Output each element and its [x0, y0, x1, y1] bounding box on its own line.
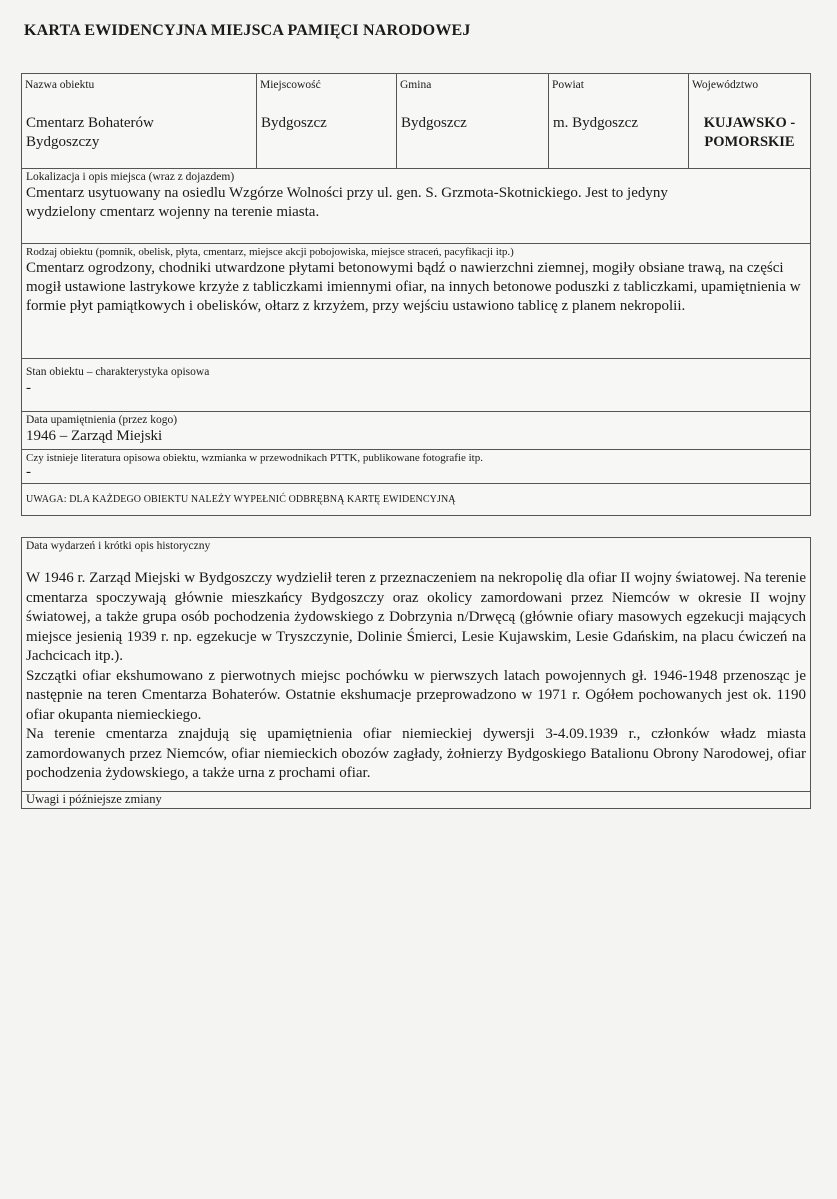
wojewodztwo-label: Województwo [692, 79, 759, 91]
uwaga-text: UWAGA: DLA KAŻDEGO OBIEKTU NALEŻY WYPEŁNIĆ ODBRĘBNĄ KARTĘ EWIDENCYJNĄ [26, 494, 456, 505]
stan-text: - [26, 380, 31, 396]
historia-text [26, 569, 806, 784]
miejscowosc-value: Bydgoszcz [261, 115, 327, 131]
historia-section [21, 537, 811, 792]
powiat-value: m. Bydgoszcz [553, 115, 638, 131]
data-upamietnienia-label: Data upamiętnienia (przez kogo) [26, 414, 178, 426]
literatura-section [21, 449, 811, 484]
wojewodztwo-cell [689, 74, 810, 168]
stan-label: Stan obiektu – charakterystyka opisowa [26, 366, 210, 378]
gmina-cell [397, 74, 549, 168]
stan-section [21, 358, 811, 412]
miejscowosc-cell [257, 74, 397, 168]
gmina-label: Gmina [400, 79, 432, 91]
historia-paragraph: Na terenie cmentarza znajdują się upamiętnienia ofiar niemieckiej dywersji 3-4.09.1939 r., członków władz miasta zamordowanych przez Niemców, ofiar niemieckich obozów zagłady, żołnierzy Bydgoskiego Batalionu Obrony Narodowej, ofiar pochodzenia żydowskiego, a także urna z prochami ofiar. [26, 726, 806, 781]
gmina-value: Bydgoszcz [401, 115, 467, 131]
lokalizacja-text: Cmentarz usytuowany na osiedlu Wzgórze Wolności przy ul. gen. S. Grzmota-Skotnickiego. Jest to jedyny wydzielony cmentarz wojenny na terenie miasta. [26, 185, 668, 220]
header-grid [21, 73, 811, 169]
data-upamietnienia-section [21, 411, 811, 450]
literatura-label: Czy istnieje literatura opisowa obiektu, wzmianka w przewodnikach PTTK, publikowane fotografie itp. [26, 452, 483, 464]
page-title: KARTA EWIDENCYJNA MIEJSCA PAMIĘCI NARODOWEJ [24, 22, 471, 39]
uwagi-section [21, 791, 811, 809]
rodzaj-text: Cmentarz ogrodzony, chodniki utwardzone płytami betonowymi bądź o nawierzchni ziemnej, mogiły obsiane trawą, na części mogił ustawione lastrykowe krzyże z tabliczkami imiennymi ofiar, na innych betonowe poduszki z tabliczkami, upamiętnienia w formie płyt pamiątkowych i obelisków, ołtarz z krzyżem, przy wejściu ustawiono tablicę z planem nekropolii. [26, 260, 801, 314]
nazwa-label: Nazwa obiektu [25, 79, 95, 91]
wojewodztwo-value: KUJAWSKO - POMORSKIE [703, 115, 796, 150]
data-upamietnienia-text: 1946 – Zarząd Miejski [26, 428, 163, 444]
powiat-label: Powiat [552, 79, 584, 91]
historia-paragraph: W 1946 r. Zarząd Miejski w Bydgoszczy wydzielił teren z przeznaczeniem na nekropolię dla ofiar II wojny światowej. Na terenie cmentarza spoczywają głównie mieszkańcy Bydgoszczy oraz okolicy zamordowani przez Niemców w okresie II wojny światowej, a także grupa osób pochodzenia żydowskiego z Dobrzynia n/Drwęcą (głównie ofiary masowych egzekucji mających miejsce jesienią 1939 r. np. egzekucje w Tryszczynie, Dolinie Śmierci, Lesie Kujawskim, Lesie Gdańskim, na placu ćwiczeń na Jachcicach itp.). [26, 570, 806, 664]
uwaga-section [21, 483, 811, 516]
rodzaj-section [21, 243, 811, 359]
rodzaj-label: Rodzaj obiektu (pomnik, obelisk, płyta, cmentarz, miejsce akcji pobojowiska, miejsce straceń, pacyfikacji itp.) [26, 246, 514, 258]
literatura-text: - [26, 464, 31, 480]
nazwa-value: Cmentarz Bohaterów Bydgoszczy [26, 115, 154, 150]
historia-paragraph: Szczątki ofiar ekshumowano z pierwotnych miejsc pochówku w pierwszych latach powojennych gł. 1946-1948 przenosząc je następnie na teren Cmentarza Bohaterów. Ostatnie ekshumacje przeprowadzono w 1971 r. Ogółem pochowanych jest ok. 1190 ofiar okupanta niemieckiego. [26, 667, 806, 723]
lokalizacja-section [21, 168, 811, 244]
lokalizacja-label: Lokalizacja i opis miejsca (wraz z dojazdem) [26, 171, 235, 183]
miejscowosc-label: Miejscowość [260, 79, 321, 91]
historia-label: Data wydarzeń i krótki opis historyczny [26, 540, 211, 552]
powiat-cell [549, 74, 689, 168]
uwagi-label: Uwagi i późniejsze zmiany [26, 792, 162, 806]
nazwa-cell [22, 74, 257, 168]
